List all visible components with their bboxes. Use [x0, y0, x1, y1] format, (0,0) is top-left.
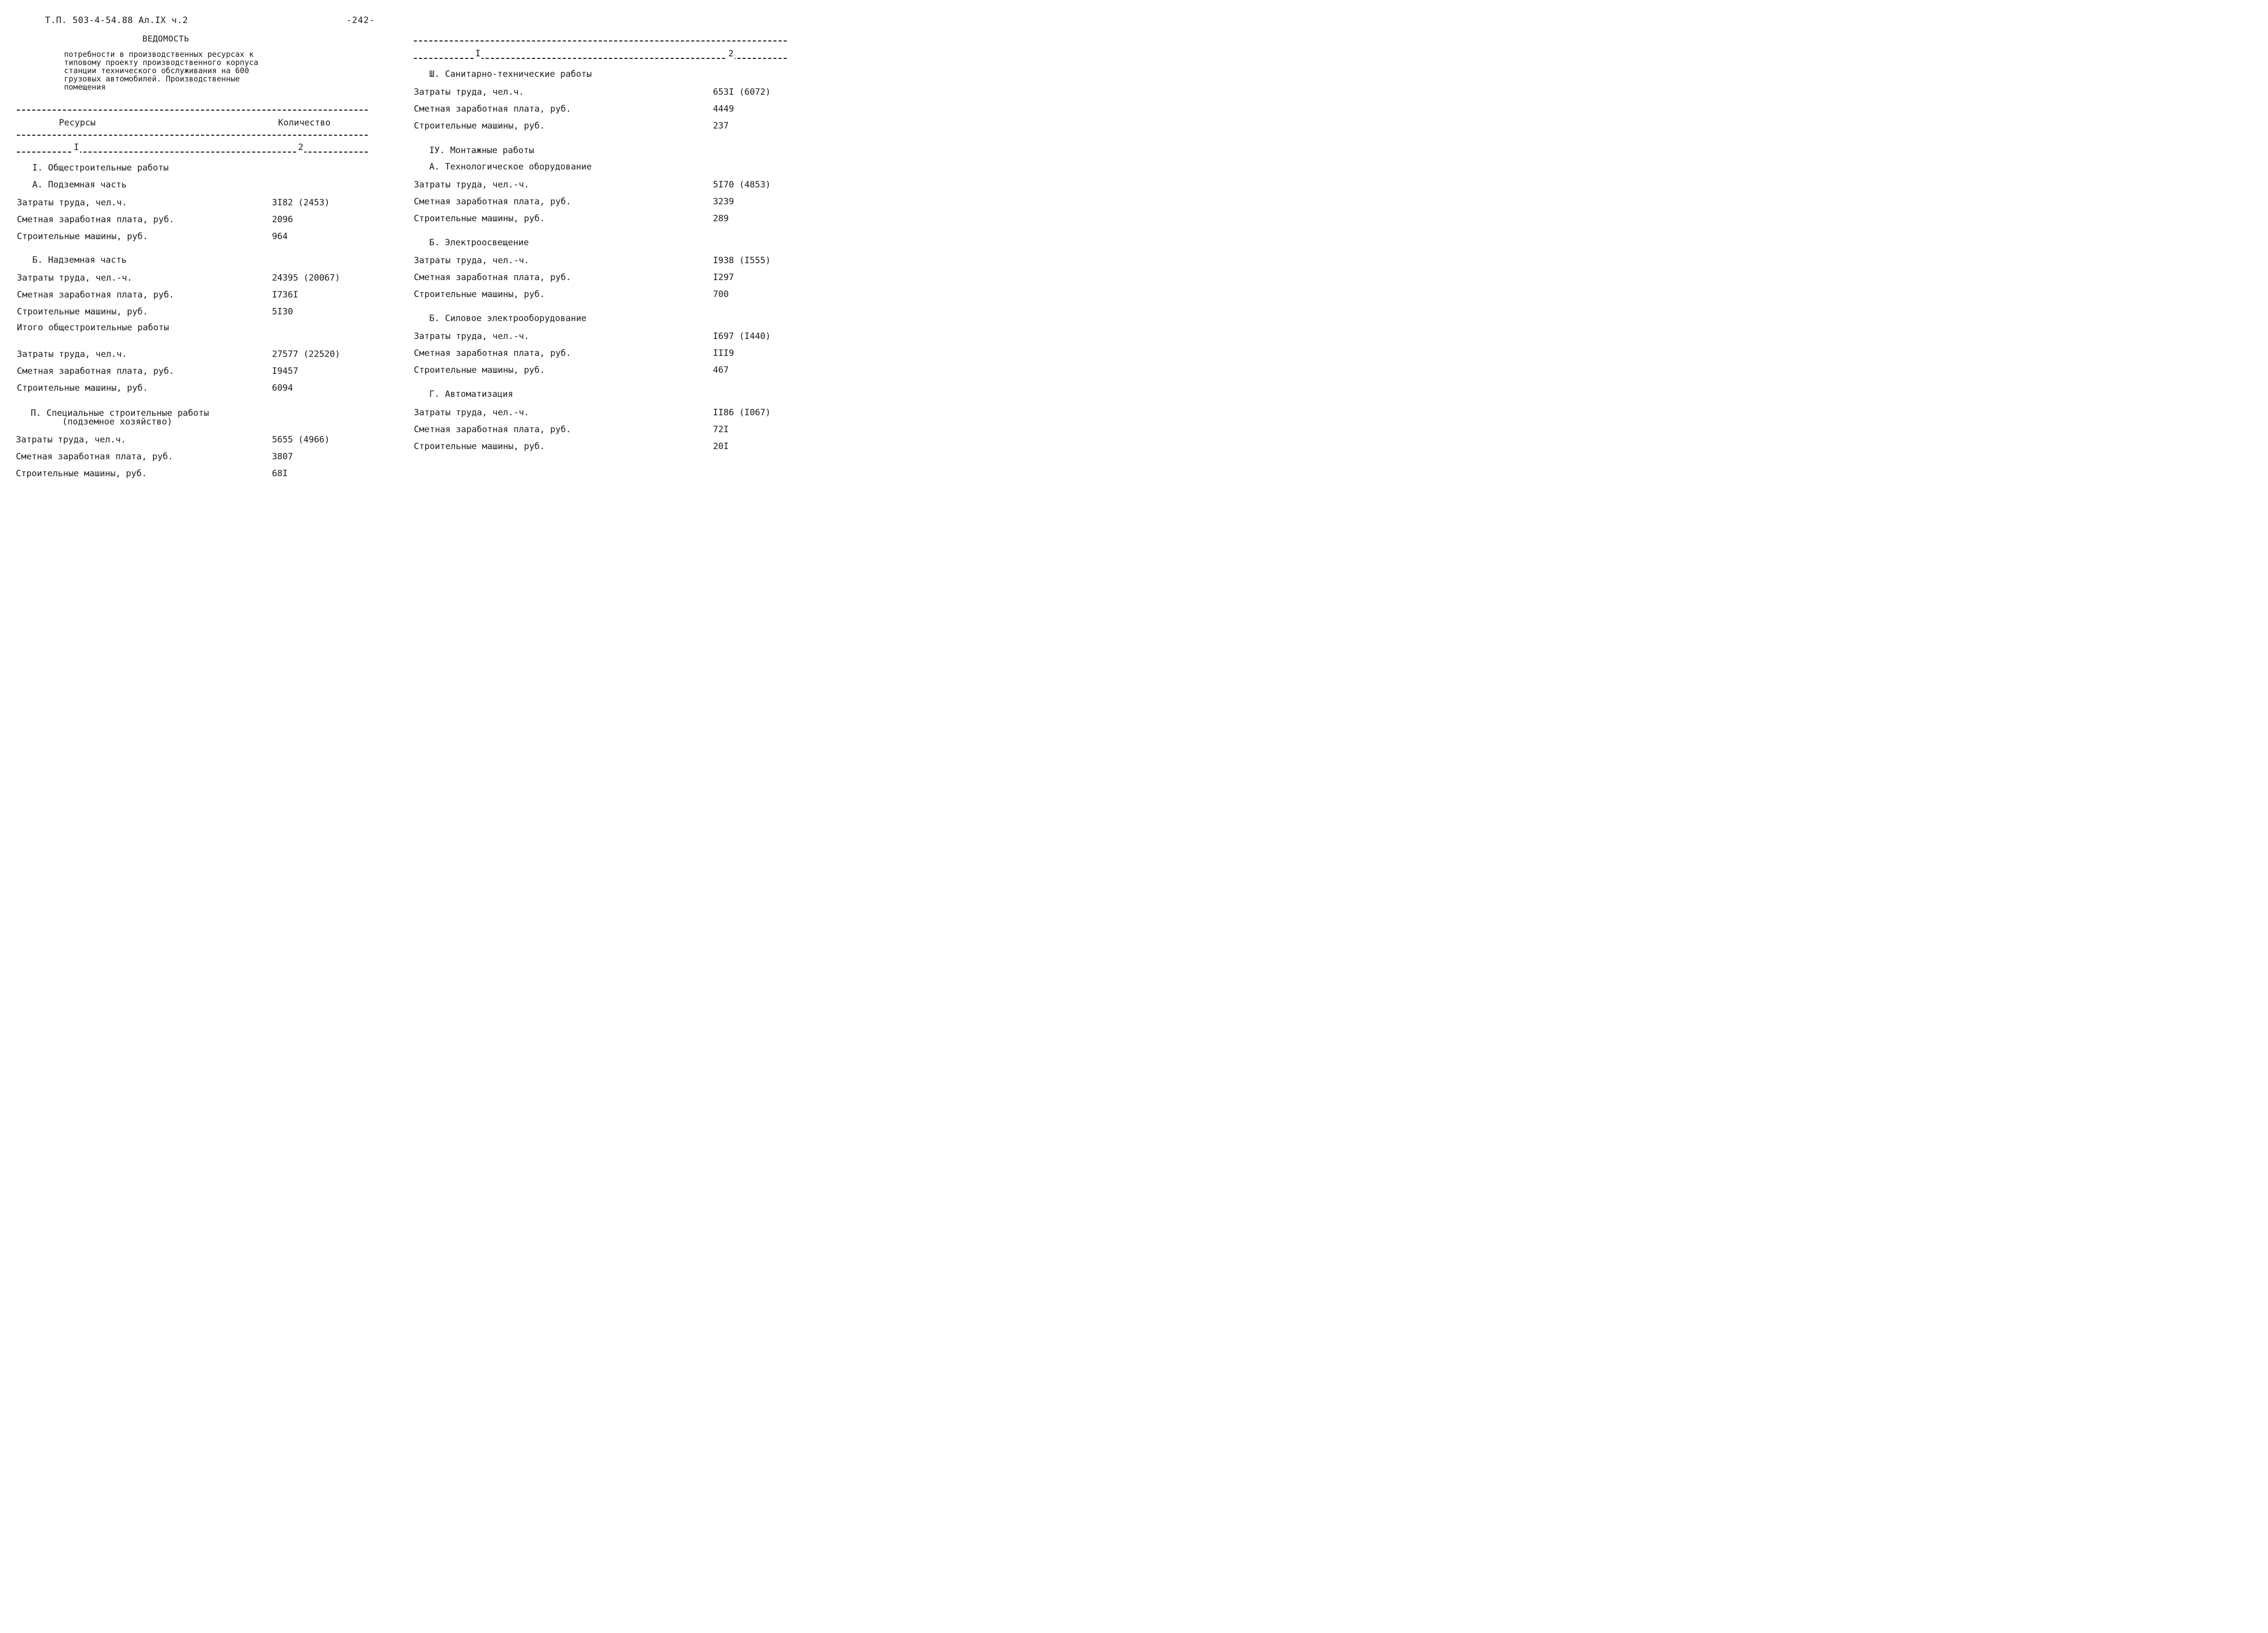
row-value: 700 [713, 289, 729, 300]
subsection-title: Г. Автоматизация [429, 389, 513, 399]
row-label: Затраты труда, чел.-ч. [414, 408, 530, 418]
row-value: I938 (I555) [713, 256, 771, 266]
table-rule [17, 135, 368, 136]
page-number: -242- [346, 15, 375, 26]
row-value: II86 (I067) [713, 408, 771, 418]
row-value: 289 [713, 214, 729, 224]
column-number-1: I [475, 49, 481, 59]
row-label: Сметная заработная плата, руб. [414, 425, 572, 435]
row-value: 3807 [272, 452, 293, 462]
row-value: 3239 [713, 197, 734, 207]
row-value: 4449 [713, 104, 734, 114]
row-value: 5I70 (4853) [713, 180, 771, 190]
row-value: 72I [713, 425, 729, 435]
row-label: Затраты труда, чел.-ч. [414, 180, 530, 190]
column-number-1: I [74, 142, 79, 153]
section-title: Ш. Санитарно-технические работы [429, 69, 592, 79]
table-rule [414, 40, 787, 41]
table-rule [17, 110, 368, 111]
row-label: Строительные машины, руб. [414, 441, 545, 452]
row-label: Строительные машины, руб. [17, 307, 148, 317]
row-label: Строительные машины, руб. [414, 365, 545, 375]
row-label: Сметная заработная плата, руб. [414, 104, 572, 114]
row-value: I697 (I440) [713, 331, 771, 342]
row-value: 653I (6072) [713, 87, 771, 97]
row-value: I9457 [272, 366, 299, 376]
document-code: Т.П. 503-4-54.88 Ал.IX ч.2 [45, 15, 188, 26]
row-label: Затраты труда, чел.-ч. [414, 331, 530, 342]
subsection-title: А. Подземная часть [32, 180, 127, 190]
section-title: I. Общестроительные работы [32, 163, 169, 173]
section-title: П. Специальные строительные работы (подземное хозяйство) [31, 408, 209, 427]
row-value: I736I [272, 290, 299, 300]
row-label: Сметная заработная плата, руб. [17, 366, 175, 376]
row-label: Сметная заработная плата, руб. [17, 290, 175, 300]
row-value: 5I30 [272, 307, 293, 317]
row-value: 467 [713, 365, 729, 375]
row-value: 964 [272, 231, 288, 242]
row-value: I297 [713, 272, 734, 283]
row-label: Сметная заработная плата, руб. [16, 452, 174, 462]
row-label: Затраты труда, чел.ч. [414, 87, 524, 97]
row-label: Затраты труда, чел.ч. [17, 349, 127, 359]
row-label: Сметная заработная плата, руб. [414, 272, 572, 283]
total-title: Итого общестроительные работы [17, 323, 169, 333]
row-label: Строительные машины, руб. [414, 214, 545, 224]
row-label: Строительные машины, руб. [17, 383, 148, 393]
row-value: 5655 (4966) [272, 435, 330, 445]
row-value: 24395 (20067) [272, 273, 341, 283]
row-value: III9 [713, 348, 734, 358]
row-label: Затраты труда, чел.-ч. [17, 273, 133, 283]
section-title: IУ. Монтажные работы [429, 145, 534, 156]
row-value: 3I82 (2453) [272, 198, 330, 208]
document-title: ВЕДОМОСТЬ [142, 34, 190, 44]
row-label: Затраты труда, чел.ч. [16, 435, 126, 445]
column-header-resources: Ресурсы [59, 118, 96, 128]
row-label: Затраты труда, чел.-ч. [414, 256, 530, 266]
row-label: Сметная заработная плата, руб. [414, 197, 572, 207]
column-header-quantity: Количество [278, 118, 331, 128]
row-label: Затраты труда, чел.ч. [17, 198, 127, 208]
row-label: Строительные машины, руб. [16, 469, 147, 479]
row-label: Сметная заработная плата, руб. [17, 215, 175, 225]
table-rule [17, 152, 368, 153]
document-subtitle: потребности в производственных ресурсах к типовому проекту производственного корпуса станции технического обслуживания на 600 грузовых автомобилей. Производственные помещения [64, 50, 259, 92]
row-value: 27577 (22520) [272, 349, 341, 359]
row-value: 68I [272, 469, 288, 479]
row-value: 6094 [272, 383, 293, 393]
row-label: Сметная заработная плата, руб. [414, 348, 572, 358]
subsection-title: Б. Электроосвещение [429, 238, 529, 248]
subsection-title: Б. Силовое электрооборудование [429, 313, 587, 324]
subsection-title: А. Технологическое оборудование [429, 162, 592, 172]
row-value: 2096 [272, 215, 293, 225]
row-value: 237 [713, 121, 729, 131]
row-label: Строительные машины, руб. [414, 289, 545, 300]
row-value: 20I [713, 441, 729, 452]
row-label: Строительные машины, руб. [17, 231, 148, 242]
subsection-title: Б. Надземная часть [32, 255, 127, 265]
row-label: Строительные машины, руб. [414, 121, 545, 131]
column-number-2: 2 [728, 49, 734, 59]
column-number-2: 2 [298, 142, 304, 153]
